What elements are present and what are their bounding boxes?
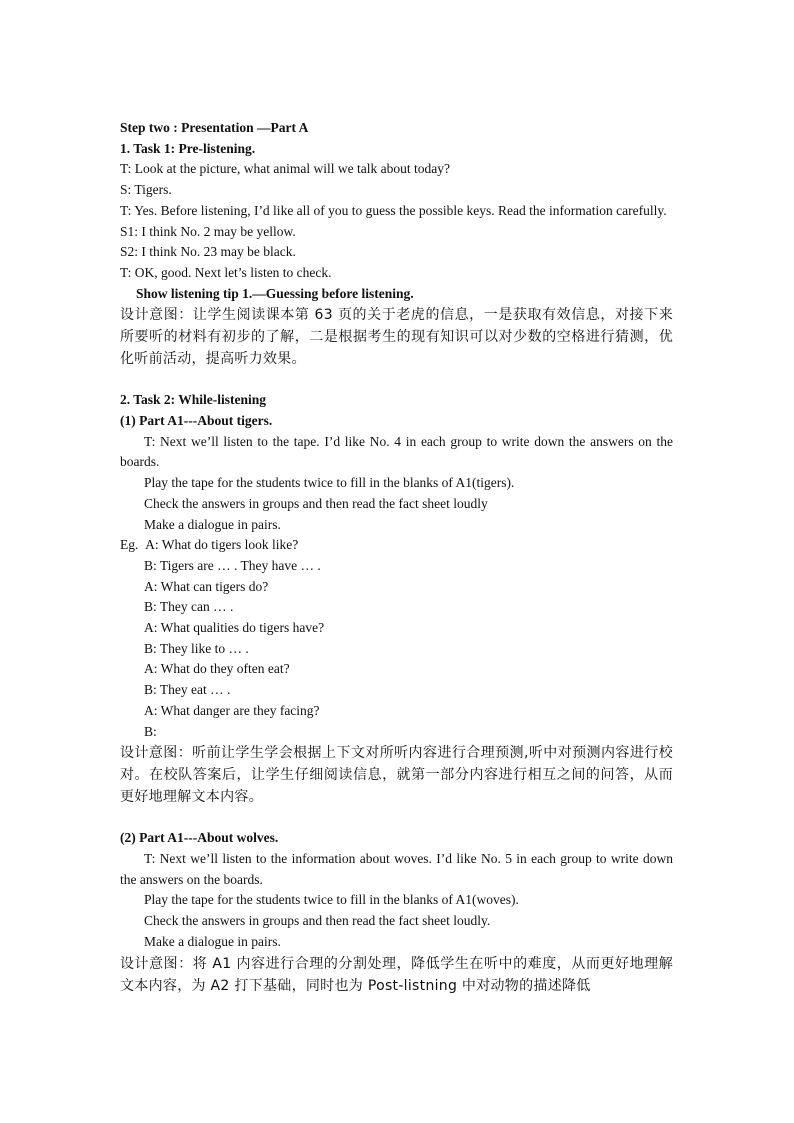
- design-intent-2: 设计意图：听前让学生学会根据上下文对所听内容进行合理预测,听中对预测内容进行校对。在校队答案后，让学生仔细阅读信息，就第一部分内容进行相互之间的问答，从而更好地理解文本内容。: [120, 745, 673, 806]
- task1-line: S2: I think No. 23 may be black.: [120, 244, 296, 260]
- task1-line: S1: I think No. 2 may be yellow.: [120, 223, 296, 239]
- task2-title: 2. Task 2: While-listening: [120, 392, 267, 408]
- part-a1-wolves-title: (2) Part A1---About wolves.: [120, 830, 279, 846]
- task1-title: 1. Task 1: Pre-listening.: [120, 140, 256, 156]
- dialogue-line: B: They like to … .: [144, 640, 249, 656]
- dialogue-line: A: What danger are they facing?: [144, 702, 320, 718]
- dialogue-line: B: They can … .: [144, 599, 234, 615]
- step-line: Play the tape for the students twice to fill in the blanks of A1(woves).: [144, 892, 519, 908]
- step-heading: Step two : Presentation —Part A: [120, 120, 309, 135]
- document-page: [120, 118, 673, 997]
- dialogue-line: B:: [144, 723, 157, 739]
- dialogue-line: A: What do they often eat?: [144, 661, 290, 677]
- dialogue-line: B: Tigers are … . They have … .: [144, 557, 321, 573]
- task1-line: T: OK, good. Next let’s listen to check.: [120, 264, 332, 280]
- dialogue-line: A: What qualities do tigers have?: [144, 620, 325, 636]
- part-a1-tigers-title: (1) Part A1---About tigers.: [120, 413, 273, 429]
- dialogue-line: B: They eat … .: [144, 682, 231, 698]
- design-intent-1: 设计意图：让学生阅读课本第 63 页的关于老虎的信息，一是获取有效信息，对接下来所要听的材料有初步的了解，二是根据考生的现有知识可以对少数的空格进行猜测，优化听前活动，提高听力效果。: [120, 307, 673, 368]
- task1-line: T: Yes. Before listening, I’d like all of you to guess the possible keys. Read the information carefully.: [120, 202, 667, 218]
- step-line: Check the answers in groups and then read the fact sheet loudly: [144, 495, 488, 511]
- dialogue-line: A: What do tigers look like?: [145, 537, 299, 553]
- eg-label: Eg.: [120, 537, 139, 553]
- design-intent-3: 设计意图：将 A1 内容进行合理的分割处理，降低学生在听中的难度，从而更好地理解文本内容，为 A2 打下基础，同时也为 Post-listning 中对动物的描述降低: [120, 955, 673, 994]
- step-line: Make a dialogue in pairs.: [144, 516, 281, 532]
- listening-tip: Show listening tip 1.—Guessing before listening.: [136, 285, 414, 301]
- step-line: Make a dialogue in pairs.: [144, 933, 281, 949]
- dialogue-first-line: [120, 535, 673, 556]
- step-line: Play the tape for the students twice to fill in the blanks of A1(tigers).: [144, 475, 515, 491]
- step-line: Check the answers in groups and then read the fact sheet loudly.: [144, 913, 491, 929]
- task1-line: S: Tigers.: [120, 182, 172, 198]
- dialogue-line: A: What can tigers do?: [144, 578, 269, 594]
- part-a1-wolves-instruction: T: Next we’ll listen to the information about woves. I’d like No. 5 in each group to write down the answers on the boards.: [120, 850, 673, 887]
- part-a1-tigers-instruction: T: Next we’ll listen to the tape. I’d like No. 4 in each group to write down the answers on the boards.: [120, 433, 673, 470]
- task1-line: T: Look at the picture, what animal will we talk about today?: [120, 161, 450, 177]
